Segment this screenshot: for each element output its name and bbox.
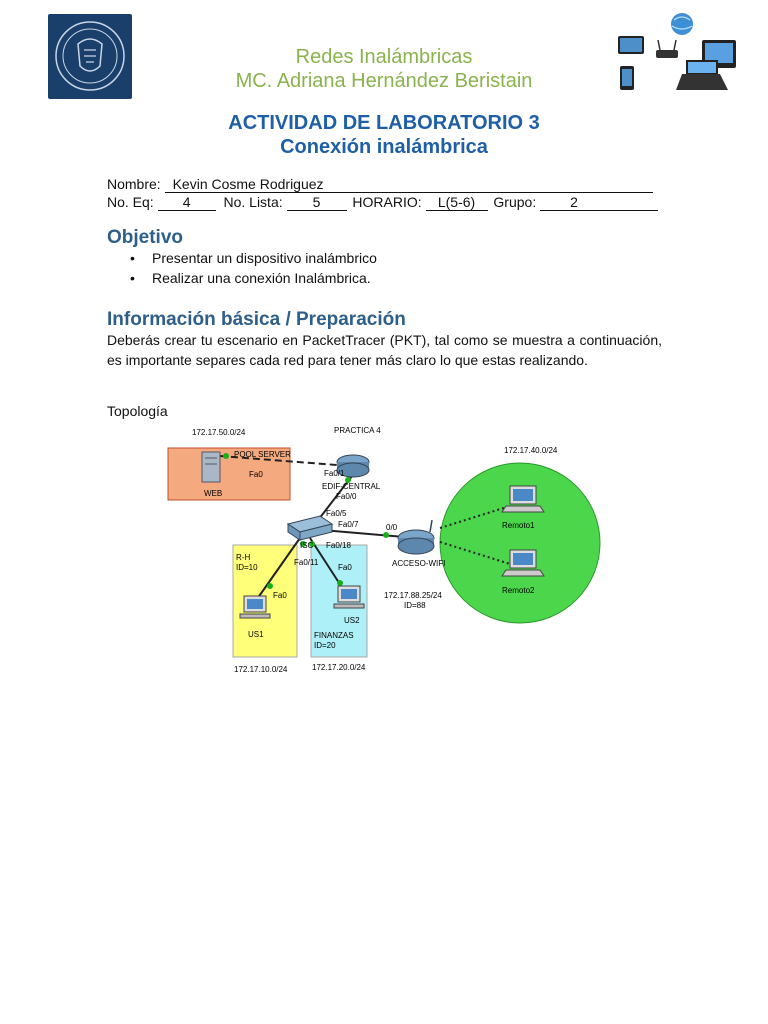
- info-heading: Información básica / Preparación: [107, 309, 406, 330]
- nombre-label: Nombre:: [107, 176, 161, 192]
- net-web-label: 172.17.50.0/24: [192, 428, 246, 437]
- us2-label: US2: [344, 616, 360, 625]
- info-paragraph: Deberás crear tu escenario en PacketTracer (PKT), tal como se muestra a continuación, es importante separes cada red para tener más claro lo que estas realizando.: [107, 332, 662, 368]
- objetivo-item: • Presentar un dispositivo inalámbrico: [130, 250, 377, 266]
- grupo-label: Grupo:: [493, 194, 537, 210]
- remoto2-label: Remoto2: [502, 586, 535, 595]
- eq-label: No. Eq:: [107, 194, 154, 210]
- nombre-row: [107, 176, 653, 193]
- router-label: EDIF-CENTRAL: [322, 482, 381, 491]
- us1-label: US1: [248, 630, 264, 639]
- topologia-label: Topología: [107, 403, 168, 419]
- lista-label: No. Lista:: [223, 194, 283, 210]
- switch-icon[interactable]: [288, 516, 332, 540]
- id20-label: ID=20: [314, 641, 336, 650]
- datos-row: [107, 194, 658, 211]
- net-rh-label: 172.17.10.0/24: [234, 665, 288, 674]
- fa0-web-label: Fa0: [249, 470, 263, 479]
- objetivo-heading: Objetivo: [107, 227, 184, 248]
- teacher-name: MC. Adriana Hernández Beristain: [235, 70, 533, 92]
- fa0-18-label: Fa0/18: [326, 541, 351, 550]
- activity-title: ACTIVIDAD DE LABORATORIO 3: [228, 112, 540, 134]
- pool-server-label: POOL SERVER: [234, 450, 291, 459]
- rh-label: R-H: [236, 553, 251, 562]
- id10-label: ID=10: [236, 563, 258, 572]
- id88-label: ID=88: [404, 601, 426, 610]
- fa0-7-label: Fa0/7: [338, 520, 359, 529]
- pc-us1-icon[interactable]: [240, 596, 270, 618]
- web-label: WEB: [204, 489, 223, 498]
- nombre-field[interactable]: Kevin Cosme Rodriguez: [165, 176, 653, 193]
- pc-us2-icon[interactable]: [334, 586, 364, 608]
- switch-label: ISC: [300, 541, 314, 550]
- lista-field[interactable]: 5: [287, 194, 347, 211]
- grupo-field[interactable]: 2: [540, 194, 658, 211]
- activity-subtitle: Conexión inalámbrica: [280, 136, 488, 158]
- horario-field[interactable]: L(5-6): [426, 194, 488, 211]
- eq-field[interactable]: 4: [158, 194, 216, 211]
- fa0-0-label: Fa0/0: [336, 492, 357, 501]
- horario-label: HORARIO:: [352, 194, 422, 210]
- fa0-us1-label: Fa0: [273, 591, 287, 600]
- net-wifi-label: 172.17.88.25/24: [384, 591, 442, 600]
- objetivo-item: • Realizar una conexión Inalámbrica.: [130, 270, 371, 286]
- net-fin-label: 172.17.20.0/24: [312, 663, 366, 672]
- net-remote-label: 172.17.40.0/24: [504, 446, 558, 455]
- fa0-11-label: Fa0/11: [294, 558, 319, 567]
- server-icon[interactable]: [202, 452, 220, 482]
- finanzas-label: FINANZAS: [314, 631, 354, 640]
- topology-diagram: [160, 420, 610, 682]
- course-title: Redes Inalámbricas: [295, 46, 473, 68]
- practica-label: PRACTICA 4: [334, 426, 381, 435]
- access-point-icon[interactable]: [398, 520, 434, 554]
- fa0-5-label: Fa0/5: [326, 509, 347, 518]
- port-00-label: 0/0: [386, 523, 398, 532]
- fa0-us2-label: Fa0: [338, 563, 352, 572]
- fa0-1-label: Fa0/1: [324, 469, 345, 478]
- acceso-label: ACCESO-WIFI: [392, 559, 446, 568]
- remoto1-label: Remoto1: [502, 521, 535, 530]
